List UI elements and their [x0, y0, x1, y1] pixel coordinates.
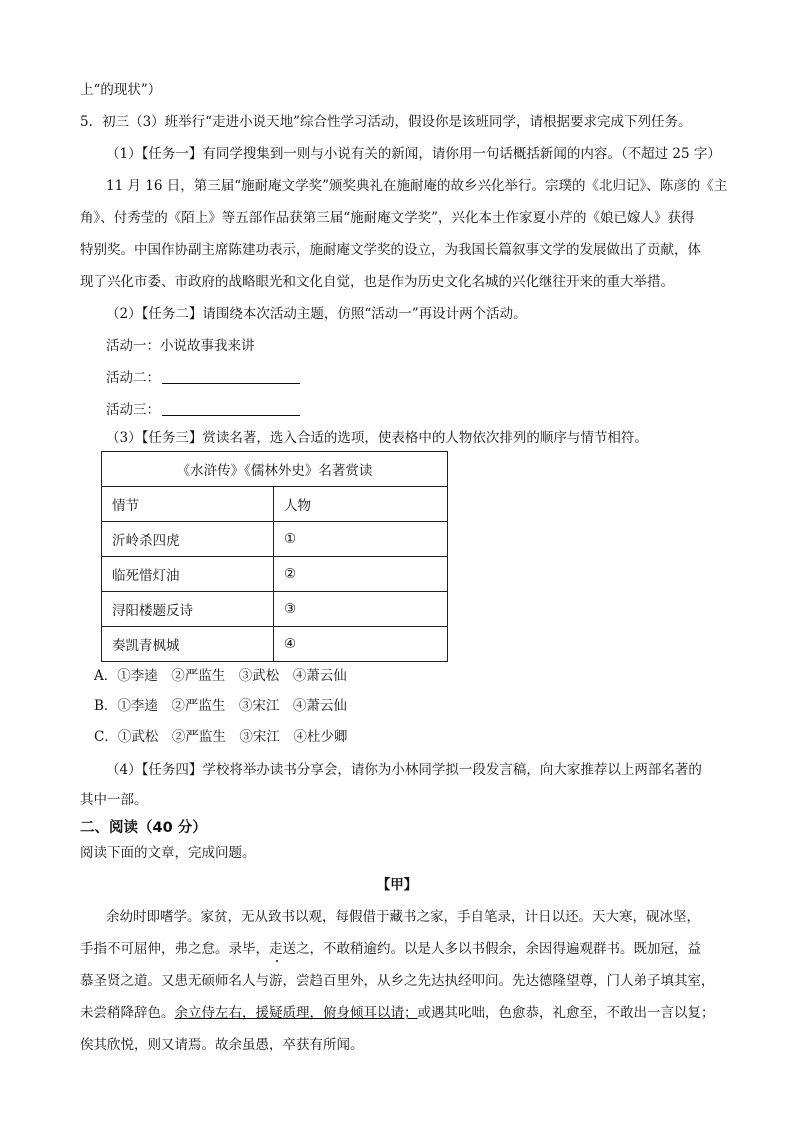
passage-line-2 [80, 939, 701, 959]
passage-text: 未尝稍降辞色。 [80, 1005, 175, 1021]
plot-cell: 浔阳楼题反诗 [102, 592, 274, 627]
table-caption-row [102, 452, 448, 487]
passage-jia-title: 【甲】 [376, 877, 418, 893]
passage-line-4 [80, 1003, 715, 1023]
news-line-2: 角》、付秀莹的《陌上》等五部作品获第三届“施耐庵文学奖”，兴化本土作家夏小芹的《娘已嫁人》获得 [80, 210, 695, 226]
character-cell: ② [274, 557, 448, 592]
option-a: A．①李逵 ②严监生 ③武松 ④萧云仙 [94, 668, 347, 684]
header-character: 人物 [274, 487, 448, 522]
task-3-prompt: （3）【任务三】赏读名著，选入合适的选项，使表格中的人物依次排列的顺序与情节相符。 [106, 430, 648, 446]
table-row [102, 627, 448, 662]
task-2-prompt: （2）【任务二】请围绕本次活动主题，仿照“活动一”再设计两个活动。 [106, 306, 527, 322]
character-cell: ④ [274, 627, 448, 662]
activity-3-label: 活动三： [106, 402, 160, 418]
table-row [102, 592, 448, 627]
passage-line-3: 慕圣贤之道。又患无硕师名人与游，尝趋百里外，从乡之先达执经叩问。先达德隆望尊，门人弟子填其室， [80, 973, 715, 989]
activity-2-label: 活动二： [106, 370, 160, 386]
activity-2 [106, 368, 300, 388]
passage-text: 或遇其叱咄，色愈恭，礼愈至，不敢出一言以复； [417, 1005, 715, 1021]
table-caption: 《水浒传》《儒林外史》名著赏读 [102, 452, 448, 487]
table-row [102, 557, 448, 592]
plot-cell: 沂岭杀四虎 [102, 522, 274, 557]
classics-table [101, 451, 448, 662]
passage-line-1: 余幼时即嗜学。家贫，无从致书以观，每假借于藏书之家，手自笔录，计日以还。天大寒，砚冰坚， [106, 909, 700, 925]
activity-1: 活动一：小说故事我来讲 [106, 338, 255, 354]
plot-cell: 奏凯青枫城 [102, 627, 274, 662]
table-header-row [102, 487, 448, 522]
character-cell: ① [274, 522, 448, 557]
news-line-3: 特别奖。中国作协副主席陈建功表示，施耐庵文学奖的设立，为我国长篇叙事文学的发展做出了贡献，体 [80, 242, 701, 258]
task-4-prompt: （4）【任务四】学校将举办读书分享会，请你为小林同学拟一段发言稿，向大家推荐以上两部名著的 [106, 762, 702, 778]
emphasis-dot-char: 走 [269, 941, 283, 957]
task-1-prompt: （1）【任务一】有同学搜集到一则与小说有关的新闻，请你用一句话概括新闻的内容。（不超过 25 字） [106, 146, 721, 162]
passage-line-5: 俟其欣悦，则又请焉。故余虽愚，卒获有所闻。 [80, 1037, 364, 1053]
passage-text: 手指不可屈伸，弗之怠。录毕， [80, 941, 269, 957]
task-4-prompt-cont: 其中一部。 [80, 792, 148, 808]
continued-line: 上“的现状”） [80, 82, 162, 98]
character-cell: ③ [274, 592, 448, 627]
activity-3-blank [162, 401, 300, 416]
table-row [102, 522, 448, 557]
passage-text: 送之，不敢稍逾约。以是人多以书假余，余因得遍观群书。既加冠，益 [282, 941, 701, 957]
option-c: C．①武松 ②严监生 ③宋江 ④杜少卿 [94, 729, 348, 745]
option-b: B．①李逵 ②严监生 ③宋江 ④萧云仙 [94, 698, 347, 714]
section-2-heading: 二、阅读（40 分） [80, 820, 207, 836]
activity-2-blank [162, 369, 300, 384]
reading-instruction: 阅读下面的文章，完成问题。 [80, 845, 256, 861]
news-line-4: 现了兴化市委、市政府的战略眼光和文化自觉，也是作为历史文化名城的兴化继往开来的重大举措。 [80, 274, 674, 290]
plot-cell: 临死惜灯油 [102, 557, 274, 592]
activity-3 [106, 400, 300, 420]
question-5-stem: 5．初三（3）班举行“走进小说天地”综合性学习活动，假设你是该班同学，请根据要求完成下列任务。 [80, 114, 692, 130]
underlined-sentence: 余立侍左右，援疑质理，俯身倾耳以请； [174, 1005, 418, 1021]
news-line-1: 11 月 16 日，第三届“施耐庵文学奖”颁奖典礼在施耐庵的故乡兴化举行。宗璞的《北归记》、陈彦的《主 [106, 178, 728, 194]
header-plot: 情节 [102, 487, 274, 522]
